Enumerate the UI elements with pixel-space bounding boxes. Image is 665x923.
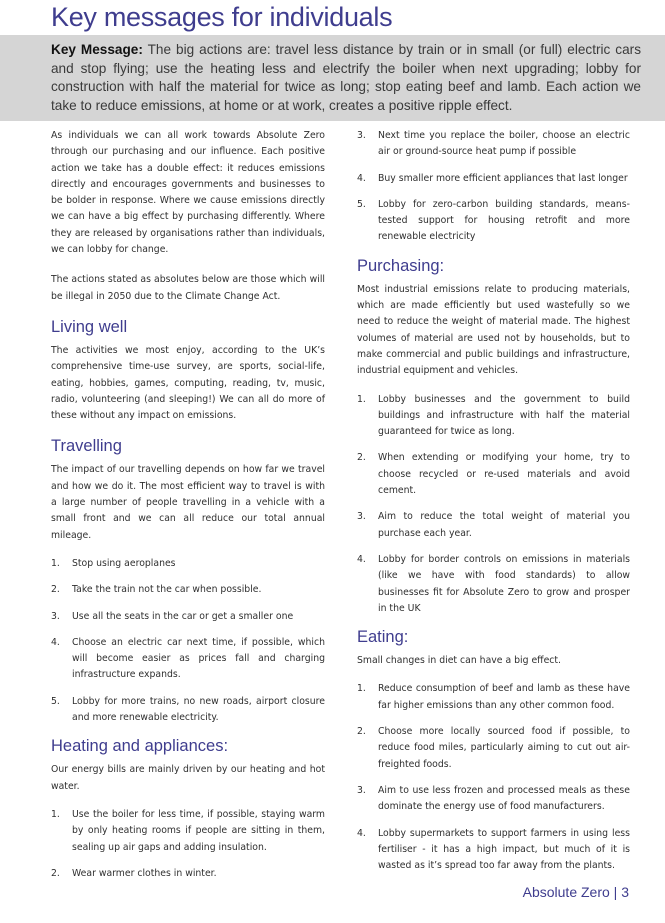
eating-list [357, 681, 630, 874]
list-item: 2. Wear warmer clothes in winter. [51, 867, 217, 879]
heating-heading: Heating and appliances: [51, 737, 229, 756]
list-item: 3. Next time you replace the boiler, choose an electric air or ground-source heat pump if possible [357, 130, 630, 158]
list-item: 4. Buy smaller more efficient appliances that last longer [357, 172, 628, 184]
list-item: 3. Use all the seats in the car or get a smaller one [51, 610, 294, 622]
key-message-text: The big actions are: travel less distance by train or in small (or full) electric cars and stop flying; use the heating less and electrify the boiler when next upgrading; lobby for construction with half the material for twice as long; stop eating beef and lamb. Each action we take to reduce emissions, at home or at work, creates a positive ripple effect. [51, 42, 641, 113]
left-column [51, 128, 325, 882]
list-item: 4. Lobby supermarkets to support farmers in using less fertiliser - it has a high impact, but much of it is wasted as it’s spread too far away from the plants. [357, 827, 630, 872]
travelling-list [51, 556, 325, 726]
list-item: 1. Lobby businesses and the government to build buildings and infrastructure with half the material guaranteed for twice as long. [357, 393, 630, 438]
page-footer: Absolute Zero | 3 [522, 884, 629, 900]
key-message-label: Key Message: [51, 42, 143, 57]
list-item: 3. Aim to reduce the total weight of material you purchase each year. [357, 511, 630, 539]
list-item: 5. Lobby for zero-carbon building standards, means-tested support for housing retrofit and more renewable electricity [357, 198, 630, 243]
list-item: 4. Lobby for border controls on emissions in materials (like we have with food standards) to allow businesses fit for Absolute Zero to grow and prosper in the UK [357, 553, 630, 614]
travelling-heading: Travelling [51, 437, 122, 456]
eating-heading: Eating: [357, 628, 409, 647]
purchasing-text: Most industrial emissions relate to producing materials, which are made efficiently but used wastefully so we need to reduce the weight of material made. The highest volumes of material are used not by households, but to make commercial and public buildings and infrastructure, industrial equipment and vehicles. [357, 283, 630, 377]
heating-list-continued [357, 128, 630, 246]
purchasing-list [357, 392, 630, 618]
list-item: 4. Choose an electric car next time, if possible, which will become easier as prices fall and charging infrastructure expands. [51, 636, 325, 681]
page-title: Key messages for individuals [51, 2, 393, 32]
heating-list [51, 807, 325, 882]
travelling-text: The impact of our travelling depends on how far we travel and how we do it. The most efficient way to travel is with a large number of people travelling in a vehicle with a small front and we can all reduce our total annual mileage. [51, 464, 325, 541]
list-item: 3. Aim to use less frozen and processed meals as these dominate the energy use of food manufacturers. [357, 784, 630, 813]
living-well-text: The activities we most enjoy, according to the UK’s comprehensive time-use survey, are sports, social-life, eating, hobbies, games, computing, reading, tv, music, radio, volunteering (and sleeping!) We can all do more of these without any impact on emissions. [51, 344, 325, 422]
list-item: 2. Choose more locally sourced food if possible, to reduce food miles, particularly aiming to cut out air-freighted foods. [357, 726, 630, 770]
list-item: 2. When extending or modifying your home, try to choose recycled or re-used materials and avoid cement. [357, 452, 630, 497]
list-item: 1. Use the boiler for less time, if possible, staying warm by only heating rooms if people are sitting in them, sealing up air gaps and adding insulation. [51, 808, 325, 853]
list-item: 1. Reduce consumption of beef and lamb as these have far higher emissions than any other common food. [357, 683, 630, 711]
list-item: 2. Take the train not the car when possible. [51, 584, 262, 596]
intro-note: The actions stated as absolutes below are those which will be illegal in 2050 due to the Climate Change Act. [51, 274, 325, 302]
list-item: 5. Lobby for more trains, no new roads, airport closure and more renewable electricity. [51, 695, 325, 724]
intro-paragraph: As individuals we can all work towards Absolute Zero through our purchasing and our influence. Each positive action we take has a double effect: it reduces emissions directly and encourages governments and businesses to be bolder in response. Where we cause emissions directly we can have a big effect by purchasing differently. Where they are released by organisations rather than individuals, we can lobby for change. [51, 130, 325, 256]
heating-text: Our energy bills are mainly driven by our heating and hot water. [51, 764, 325, 792]
eating-text: Small changes in diet can have a big effect. [357, 655, 561, 667]
living-well-heading: Living well [51, 317, 128, 336]
key-message [51, 41, 641, 115]
right-column [357, 128, 630, 874]
list-item: 1. Stop using aeroplanes [51, 557, 176, 569]
purchasing-heading: Purchasing: [357, 256, 445, 275]
